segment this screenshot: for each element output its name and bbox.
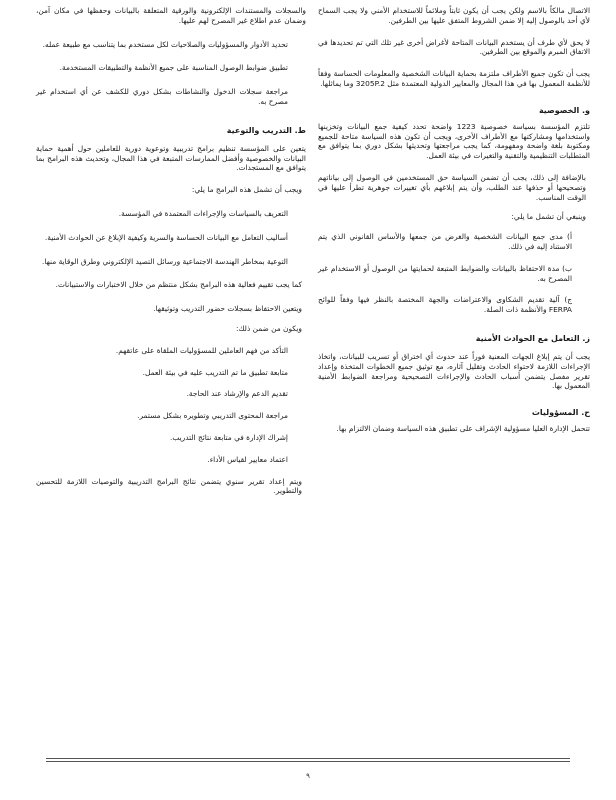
list-item: تطبيق ضوابط الوصول المناسبة على جميع الأنظمة والتطبيقات المستخدمة. [59, 63, 288, 73]
list-item: أساليب التعامل مع البيانات الحساسة والسرية وكيفية الإبلاغ عن الحوادث الأمنية. [44, 232, 288, 242]
list-item: التأكد من فهم العاملين للمسؤوليات الملقاة على عاتقهم. [115, 345, 288, 355]
list-item: أ) مدى جمع البيانات الشخصية والغرض من جمعها والأساس القانوني الذي يتم الاستناد إليه في ذلك. [318, 232, 572, 251]
page-number: ٩ [306, 772, 310, 780]
left-column [36, 0, 306, 496]
paragraph: تلتزم المؤسسة بسياسة خصوصية 1223 واضحة تحدد كيفية جمع البيانات وتخزينها واستخدامها ومشاركتها مع الأطراف الأخرى، ويجب أن تكون هذه السياسة متاحة للجميع ومكتوبة بلغة واضحة ومفهومة، كما يجب مراجعتها وتحديثها بشكل دوري بما يتوافق مع المتطلبات التنظيمية والتقنية والتغيرات في بيئة العمل. [318, 121, 590, 161]
list-item: تحديد الأدوار والمسؤوليات والصلاحيات لكل مستخدم بما يتناسب مع طبيعة عمله. [42, 39, 288, 49]
paragraph: ويتم إعداد تقرير سنوي يتضمن نتائج البرامج التدريبية والتوصيات اللازمة للتحسين والتطوير. [36, 476, 302, 496]
right-column [318, 0, 590, 434]
paragraph: يجب أن يتم إبلاغ الجهات المعنية فوراً عند حدوث أي اختراق أو تسريب للبيانات، واتخاذ الإجراءات اللازمة لاحتواء الحادث وتقليل آثاره، مع توثيق جميع الخطوات المتخذة وإعداد تقرير مفصل يتضمن أسباب الحادث والإجراءات التصحيحية ومراجعة الضوابط الأمنية المعمول بها. [318, 351, 590, 391]
section-heading: ح. المسؤوليات [531, 408, 590, 418]
list-item: ج) آلية تقديم الشكاوى والاعتراضات والجهة المختصة بالنظر فيها وفقاً للوائح FERPA والأنظمة ذات الصلة. [318, 295, 572, 315]
paragraph: ويكون من ضمن ذلك: [235, 323, 302, 333]
paragraph: يجب أن تكون جميع الأطراف ملتزمة بحماية البيانات الشخصية والمعلومات الحساسة وفقاً للأنظمة المعمول بها في هذا المجال والمعايير الدولية المعتمدة مثل 3205P.2 وما يماثلها. [318, 69, 590, 88]
paragraph: ويجب أن تشمل هذه البرامج ما يلي: [191, 185, 302, 195]
paragraph: الاتصال مالكاً بالاسم ولكن يجب أن يكون ثابتاً وملائماً للاستخدام الأمني ولا يجب السماح لأي أحد بالوصول إليه إلا ضمن الشروط المتفق عليها بين الطرفين. [318, 6, 590, 25]
footer-divider [46, 758, 570, 759]
paragraph: بالإضافة إلى ذلك، يجب أن تضمن السياسة حق المستخدمين في الوصول إلى بياناتهم وتصحيحها أو حذفها عند الطلب، وأن يتم إبلاغهم بأي تغييرات جوهرية تطرأ عليها في الوقت المناسب. [318, 172, 586, 202]
list-item: ب) مدة الاحتفاظ بالبيانات والضوابط المتبعة لحمايتها من الوصول أو الاستخدام غير المصرح به. [318, 263, 572, 283]
list-item: متابعة تطبيق ما تم التدريب عليه في بيئة العمل. [142, 367, 288, 377]
list-item: تقديم الدعم والإرشاد عند الحاجة. [186, 389, 288, 399]
paragraph: يتعين على المؤسسة تنظيم برامج تدريبية وتوعوية دورية للعاملين حول أهمية حماية البيانات والخصوصية وأفضل الممارسات المتبعة في هذا المجال، وتحديث هذه البرامج بما يتوافق مع المستجدات. [36, 143, 306, 173]
list-item: مراجعة المحتوى التدريبي وتطويره بشكل مستمر. [137, 411, 288, 421]
section-heading: ز. التعامل مع الحوادث الأمنية [475, 333, 590, 343]
list-item: اعتماد معايير لقياس الأداء. [207, 454, 288, 464]
list-item: مراجعة سجلات الدخول والنشاطات بشكل دوري للكشف عن أي استخدام غير مصرح به. [36, 87, 288, 106]
paragraph: ويتعين الاحتفاظ بسجلات حضور التدريب وتوثيقها. [153, 304, 302, 314]
list-item: التعريف بالسياسات والإجراءات المعتمدة في المؤسسة. [118, 208, 288, 218]
paragraph: لا يحق لأي طرف أن يستخدم البيانات المتاحة لأغراض أخرى غير تلك التي تم تحديدها في الاتفاق المبرم والموقع بين الطرفين. [318, 37, 590, 57]
paragraph: تتحمل الإدارة العليا مسؤولية الإشراف على تطبيق هذه السياسة وضمان الالتزام بها. [336, 424, 590, 434]
section-heading: و. الخصوصية [538, 105, 590, 115]
footer-divider [46, 761, 570, 762]
list-item: إشراك الإدارة في متابعة نتائج التدريب. [169, 432, 288, 442]
section-heading: ط. التدريب والتوعية [226, 125, 306, 135]
intro-text: وينبغي أن تشمل ما يلي: [511, 212, 586, 222]
paragraph: والسجلات والمستندات الإلكترونية والورقية المتعلقة بالبيانات وحفظها في مكان آمن، وضمان عدم اطلاع غير المصرح لهم عليها. [36, 6, 306, 25]
list-item: التوعية بمخاطر الهندسة الاجتماعية ورسائل التصيد الإلكتروني وطرق الوقاية منها. [42, 256, 288, 266]
paragraph: كما يجب تقييم فعالية هذه البرامج بشكل منتظم من خلال الاختبارات والاستبيانات. [55, 280, 302, 290]
